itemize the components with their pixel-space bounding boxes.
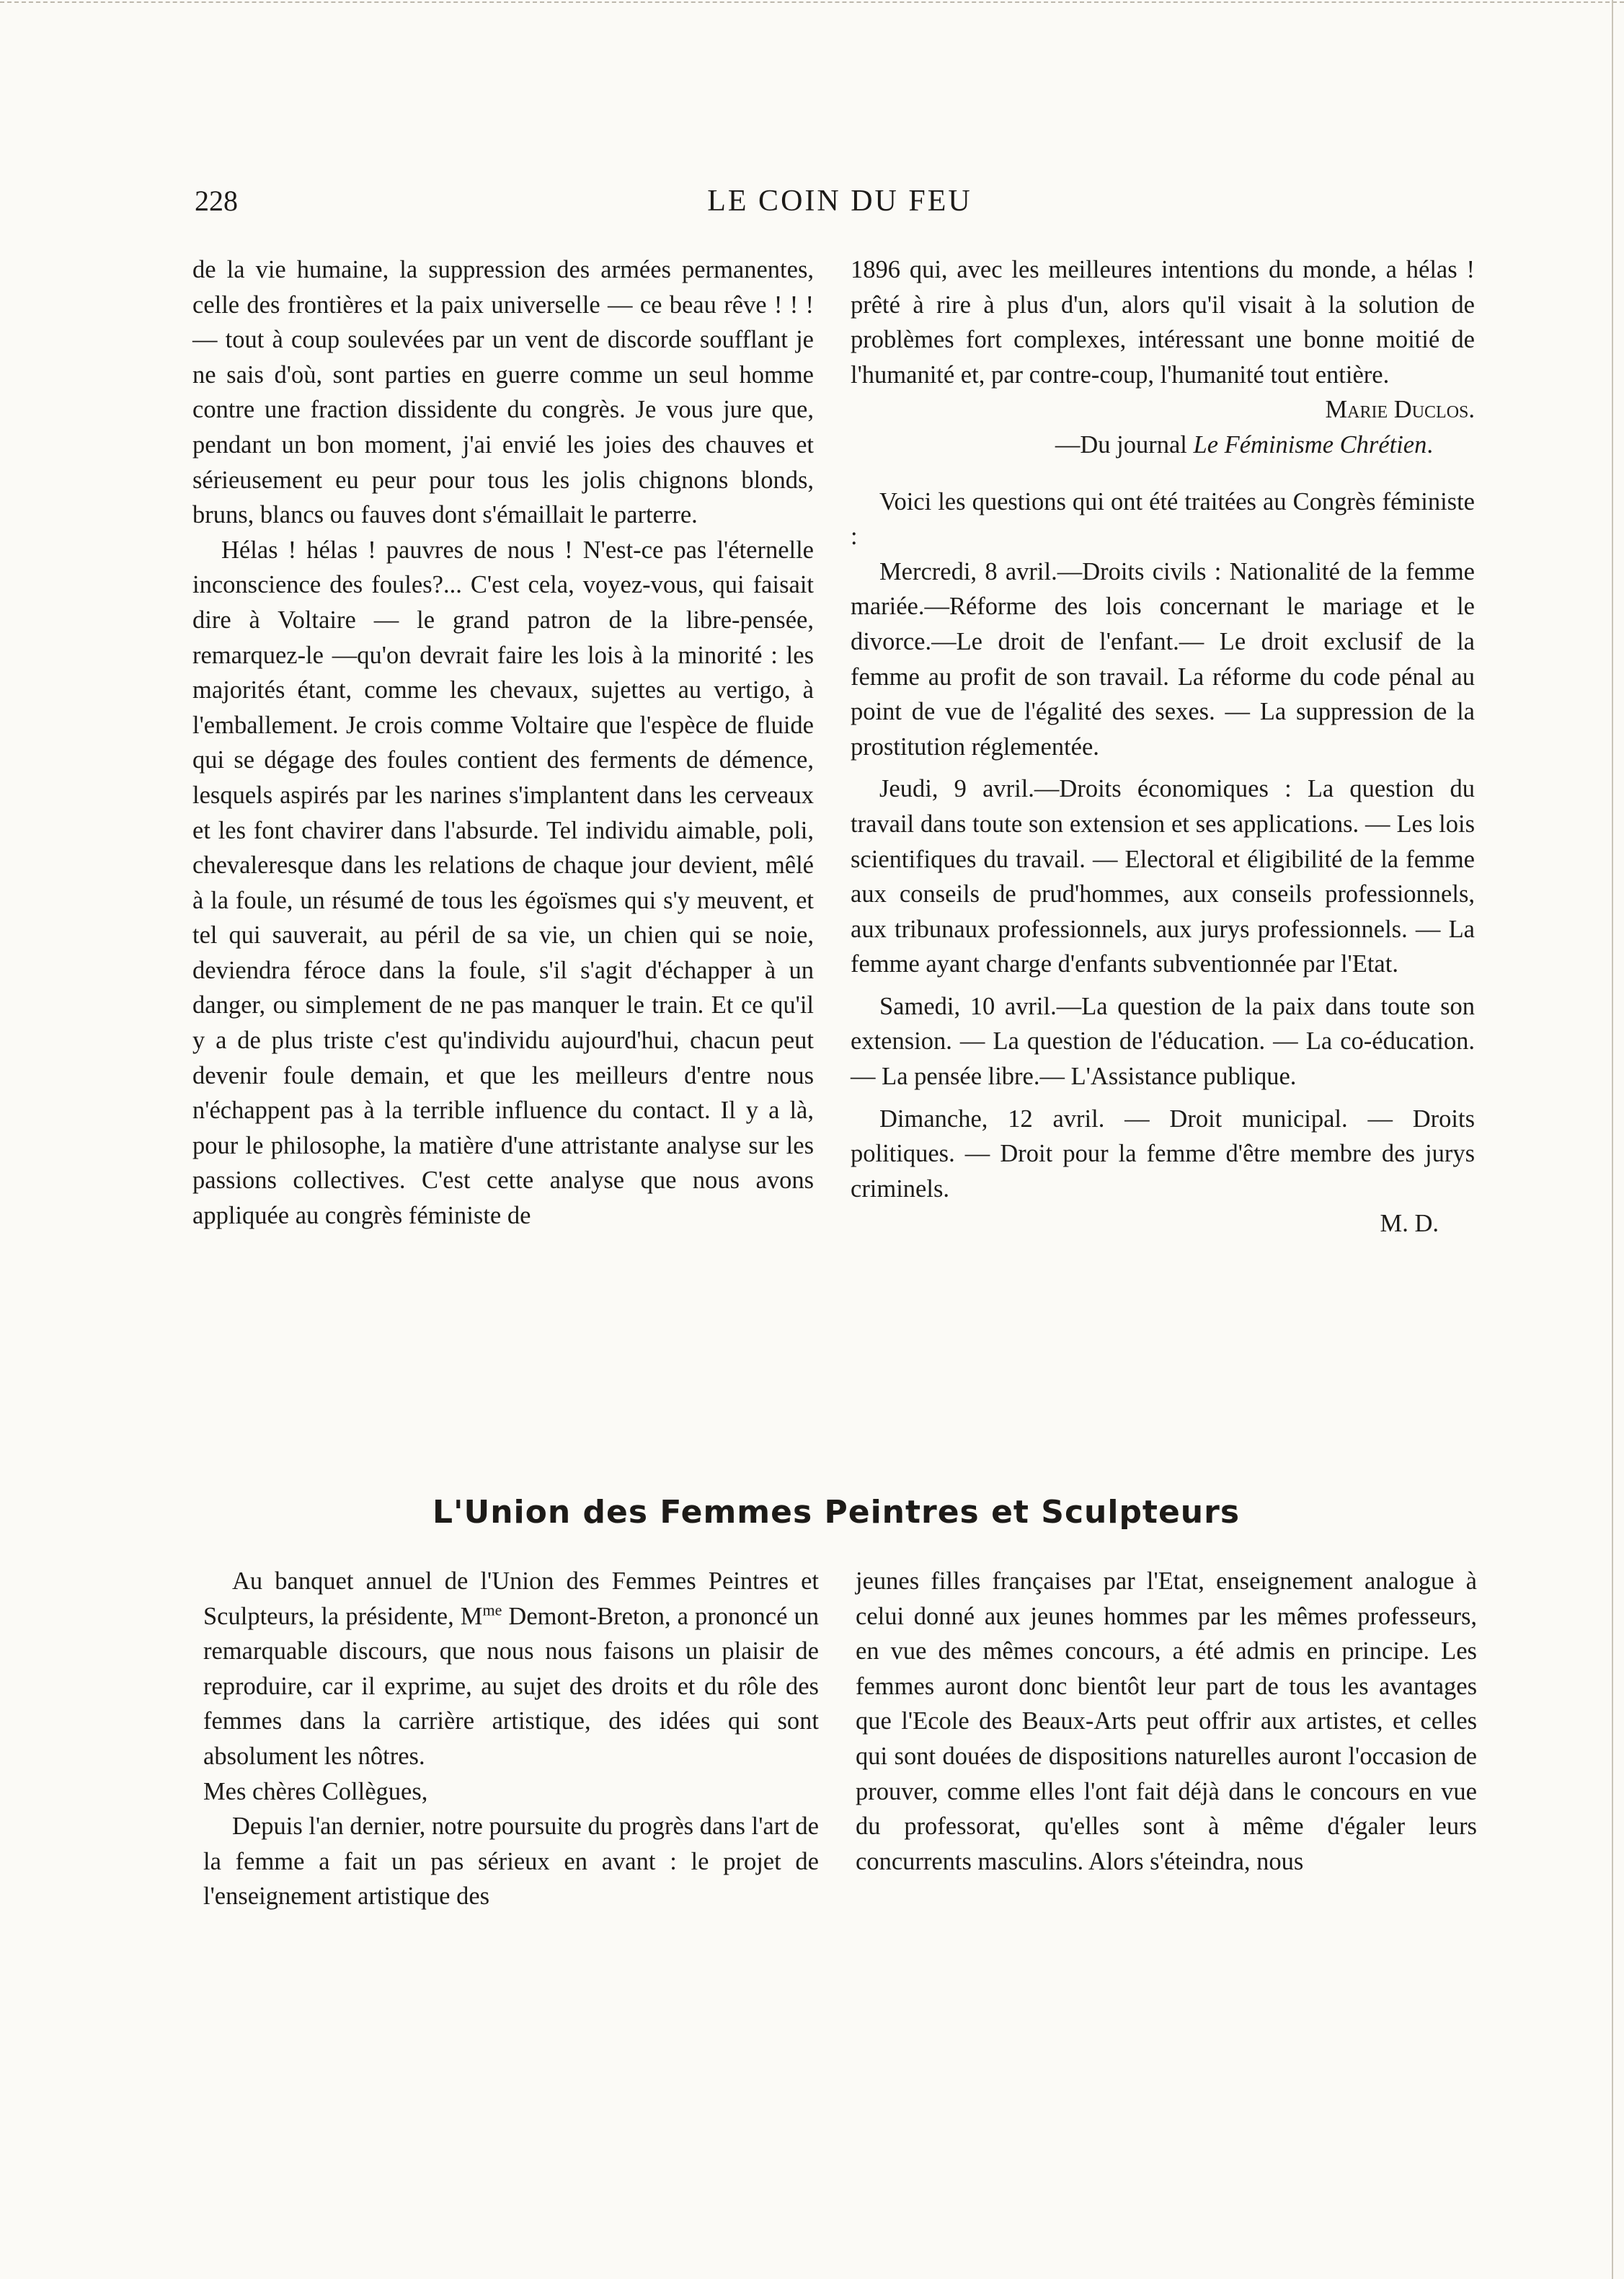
signature-name: Marie Duclos bbox=[1325, 396, 1469, 424]
page-header bbox=[195, 183, 1485, 226]
paragraph: Hélas ! hélas ! pauvres de nous ! N'est-ce pas l'éternelle inconscience des foules?... C'est cela, voyez-vous, qui faisait dire à Voltaire — le grand patron de la libre-pensée, remarquez-le —qu'on devrait faire les lois à la minorité : les majorités étant, comme les chevaux, sujettes au vertigo, à l'emballement. Je crois comme Voltaire que l'espèce de fluide qui se dégage des foules contient des ferments de démence, lesquels aspirés par les narines s'implantent dans les cerveaux et les font chavirer dans l'absurde. Tel individu aimable, poli, chevaleresque dans les relations de chaque jour devient, mêlé à la foule, un résumé de tous les égoïsmes qui s'y meuvent, et tel qui sauverait, au péril de sa vie, un chien qui se noie, deviendra féroce dans la foule, s'il s'agit d'échapper à un danger, ou simplement de ne pas manquer le train. Et ce qu'il y a de plus triste c'est qu'individu aujourd'hui, chacun peut devenir foule demain, et que les meilleurs d'entre nous n'échappent pas à la terrible influence du contact. Il y a là, pour le philosophe, la matière d'une attristante analyse sur les passions collectives. C'est cette analyse que nous avons appliquée au congrès féministe de bbox=[192, 536, 814, 1230]
journal-title: Le Féminisme Chrétien bbox=[1193, 430, 1427, 459]
agenda-day-saturday: Samedi, 10 avril.—La question de la paix dans toute son extension. — La question de l'éducation. — La co-éducation. — La pensée libre.— L'Assistance publique. bbox=[851, 992, 1475, 1091]
salutation: Mes chères Collègues, bbox=[203, 1777, 428, 1805]
author-initials: M. D. bbox=[1380, 1210, 1439, 1238]
author-signature bbox=[851, 392, 1475, 428]
article-left-column bbox=[203, 1564, 819, 1914]
agenda-intro: Voici les questions qui ont été traitées au Congrès féministe : bbox=[851, 487, 1475, 551]
paragraph: jeunes filles françaises par l'Etat, enseignement analogue à celui donné aux jeunes hommes par les mêmes professeurs, en vue des mêmes concours, a été admis en principe. Les femmes auront donc bientôt leur part de tous les avantages que l'Ecole des Beaux-Arts peut offrir aux artistes, et celles qui sont douées de dispositions naturelles auront l'occasion de prouver, comme elles l'ont fait déjà dans le concours en vue du professorat, qu'elles sont à même d'égaler leurs concurrents masculins. Alors s'éteindra, nous bbox=[856, 1567, 1477, 1875]
source-prefix: —Du journal bbox=[1055, 430, 1194, 459]
source-line bbox=[851, 428, 1475, 463]
signature-dot: . bbox=[1468, 396, 1475, 424]
scan-right-edge bbox=[1612, 0, 1613, 2279]
left-column bbox=[192, 252, 814, 1234]
source-suffix: . bbox=[1426, 430, 1433, 459]
running-title: LE COIN DU FEU bbox=[707, 185, 972, 218]
article-right-column bbox=[856, 1564, 1477, 1879]
right-column bbox=[851, 252, 1475, 1242]
paragraph: Depuis l'an dernier, notre poursuite du progrès dans l'art de la femme a fait un pas sérieux en avant : le projet de l'enseignement artistique des bbox=[203, 1813, 819, 1911]
page-number: 228 bbox=[195, 185, 238, 217]
text-run: Au banquet annuel de l'Union des Femmes Peintres et Sculpteurs, la présidente, M bbox=[203, 1567, 819, 1630]
text-run: Demont-Breton, a prononcé un remarquable discours, que nous nous faisons un plaisir de reproduire, car il exprime, au sujet des droits et du rôle des femmes dans la carrière artistique, des idées qui sont absolument les nôtres. bbox=[203, 1602, 819, 1770]
agenda-day-thursday: Jeudi, 9 avril.—Droits économiques : La question du travail dans toute son extension et ses applications. — Les lois scientifiques du travail. — Electoral et éligibilité de la femme aux conseils de prud'hommes, aux conseils professionnels, aux tribunaux professionnels, aux jurys professionnels. — La femme ayant charge d'enfants subventionnée par l'Etat. bbox=[851, 775, 1475, 978]
paragraph: 1896 qui, avec les meilleures intentions du monde, a hélas ! prêté à rire à plus d'un, alors qu'il visait à la solution de problèmes fort complexes, intéressant une bonne moitié de l'humanité et, par contre-coup, l'humanité tout entière. bbox=[851, 256, 1475, 389]
scan-top-border bbox=[0, 1, 1624, 3]
section-title: L'Union des Femmes Peintres et Sculpteurs bbox=[432, 1494, 1241, 1531]
agenda-day-wednesday: Mercredi, 8 avril.—Droits civils : Nationalité de la femme mariée.—Réforme des lois concernant le mariage et le divorce.—Le droit de l'enfant.— Le droit exclusif de la femme au profit de son travail. La réforme du code pénal au point de vue de l'égalité des sexes. — La suppression de la prostitution réglementée. bbox=[851, 557, 1475, 761]
agenda-day-sunday: Dimanche, 12 avril. — Droit municipal. — Droits politiques. — Droit pour la femme d'être membre des jurys criminels. bbox=[851, 1105, 1475, 1203]
paragraph: de la vie humaine, la suppression des armées permanentes, celle des frontières et la paix universelle — ce beau rêve ! ! ! — tout à coup soulevées par un vent de discorde soufflant je ne sais d'où, sont parties en guerre comme un seul homme contre une fraction dissidente du congrès. Je vous jure que, pendant un bon moment, j'ai envié les joies des chauves et sérieusement eu peur pour tous les jolis chignons blonds, bruns, blancs ou fauves dont s'émaillait le parterre. bbox=[192, 256, 814, 529]
superscript: me bbox=[482, 1601, 502, 1619]
paragraph bbox=[203, 1564, 819, 1774]
